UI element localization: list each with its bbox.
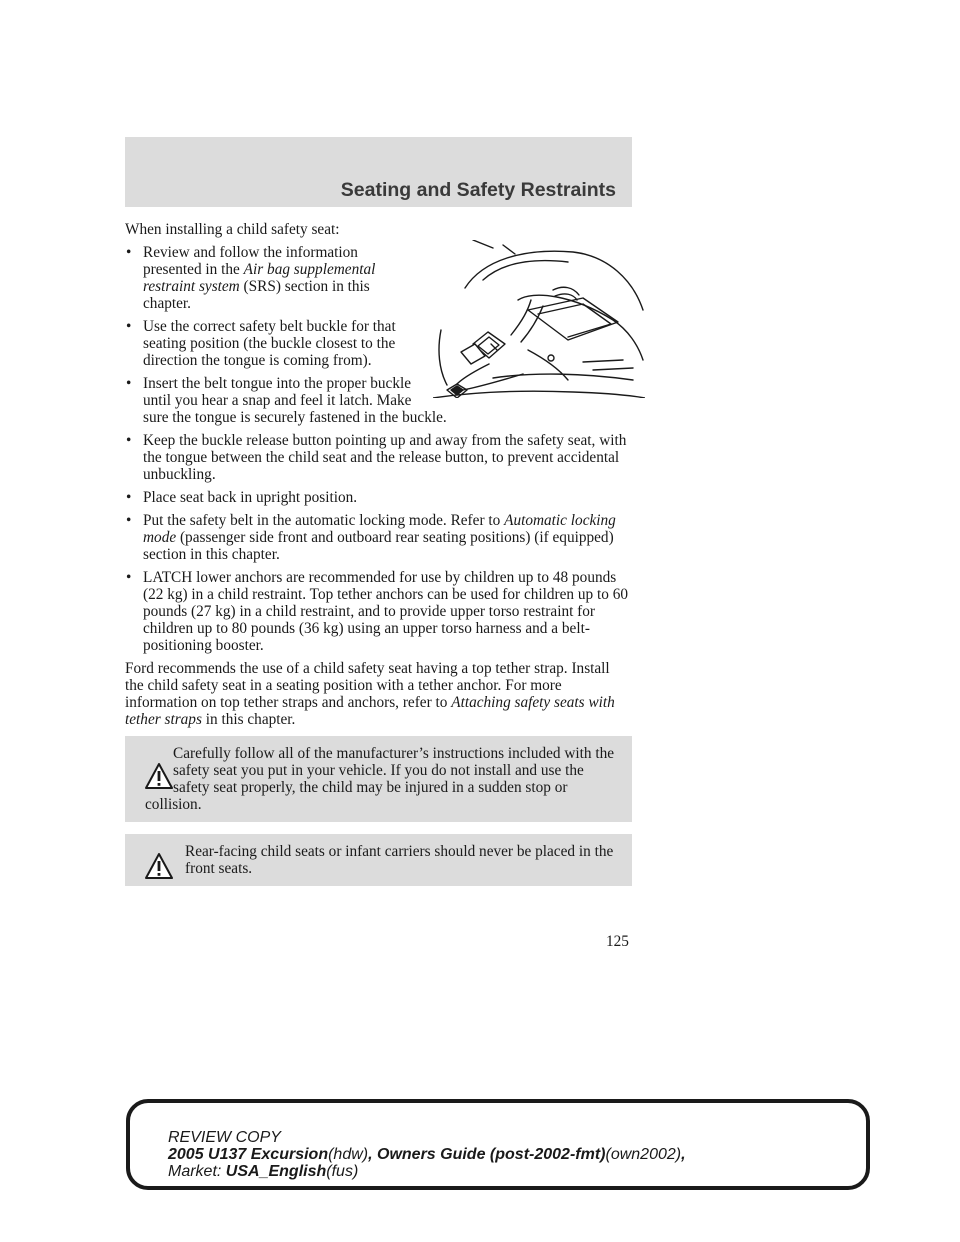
list-item-text: Review and follow the information presented in the: [143, 244, 358, 278]
footer-model-line: 2005 U137 Excursion(hdw), Owners Guide (post-2002-fmt)(own2002),: [168, 1146, 686, 1163]
bullet-dot: •: [126, 569, 132, 586]
footer-market-line: Market: USA_English(fus): [168, 1163, 359, 1180]
list-item: [125, 244, 632, 312]
warning-triangle-icon: [145, 851, 173, 881]
list-item: [125, 489, 632, 506]
warning-box: [125, 736, 632, 822]
bullet-dot: •: [126, 512, 132, 529]
footer-review-label: REVIEW COPY: [168, 1129, 281, 1146]
list-item-text: (passenger side front and outboard rear seating positions) (if equipped) section in this chapter.: [143, 529, 614, 563]
header-band: [125, 137, 632, 207]
list-item: [125, 318, 632, 369]
list-item: [125, 569, 632, 654]
bullet-dot: •: [126, 489, 132, 506]
list-item-text: LATCH lower anchors are recommended for use by children up to 48 pounds (22 kg) in a child restraint. Top tether anchors can be used for children up to 60 pounds (27 kg) in a child restraint, and to provide upper torso restraint for children up to 80 pounds (36 kg) using an upper torso harness and a belt-positioning booster.: [143, 569, 629, 654]
warning-box: [125, 834, 632, 886]
bullet-dot: •: [126, 244, 132, 261]
review-copy-footer: [126, 1099, 870, 1190]
intro-text: When installing a child safety seat:: [125, 221, 340, 238]
list-item-text: (SRS) section in this chapter.: [143, 278, 370, 312]
list-item-reference: Air bag supplemental restraint system: [143, 261, 376, 295]
list-item-reference: Automatic locking mode: [143, 512, 616, 546]
warning-text: Carefully follow all of the manufacturer’s instructions included with the safety seat you put in your vehicle. If you do not install and use the safety seat properly, the child may be injured in a sudden stop or collision.: [145, 745, 615, 813]
list-item-text: Keep the buckle release button pointing up and away from the safety seat, with the tongue between the child seat and the release button, to prevent accidental unbuckling.: [143, 432, 627, 483]
list-item: [125, 512, 632, 563]
bullet-dot: •: [126, 432, 132, 449]
body-paragraph: Ford recommends the use of a child safety seat having a top tether strap. Install the child safety seat in a seating position with a tether anchor. For more information on top tether straps and anchors, refer to Attaching safety seats with tether straps in this chapter.: [125, 660, 615, 728]
footer-text: [168, 1129, 686, 1180]
warning-text: Rear-facing child seats or infant carriers should never be placed in the front seats.: [185, 843, 614, 877]
warning-triangle-icon: [145, 761, 173, 791]
list-item-text: Insert the belt tongue into the proper buckle until you hear a snap and feel it latch. Make sure the tongue is securely fastened in the buckle.: [143, 375, 447, 426]
list-item: [125, 375, 632, 426]
list-item-text: Place seat back in upright position.: [143, 489, 358, 506]
list-item: [125, 432, 632, 483]
page-number: 125: [606, 933, 629, 950]
list-item-text: Use the correct safety belt buckle for that seating position (the buckle closest to the direction the tongue is coming from).: [143, 318, 396, 369]
page-content: [125, 221, 632, 898]
list-item-text: Put the safety belt in the automatic locking mode. Refer to: [143, 512, 505, 529]
bullet-dot: •: [126, 375, 132, 392]
bullet-dot: •: [126, 318, 132, 335]
section-title: Seating and Safety Restraints: [340, 179, 616, 201]
paragraph-reference: Attaching safety seats with tether straps: [125, 694, 615, 728]
